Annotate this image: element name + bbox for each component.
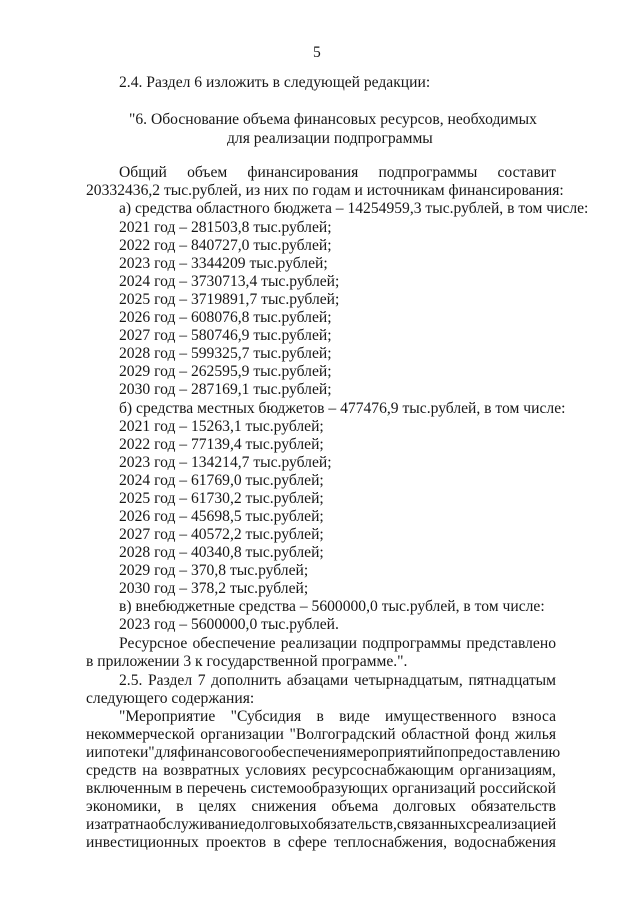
item-2-5-word: 2.5.: [119, 672, 143, 689]
measure-word: долговых: [245, 816, 309, 833]
item-2-5-line-1: [119, 672, 556, 690]
measure-word: реализацией: [473, 816, 557, 833]
regional-budget-header: а) средства областного бюджета – 14254959,3 тыс.рублей, в том числе:: [119, 200, 589, 217]
section-title-line-2: для реализации подпрограммы: [227, 130, 433, 147]
measure-word: для: [154, 744, 178, 761]
measure-word: проектов: [205, 834, 267, 851]
measure-word: жилья: [514, 726, 556, 743]
resource-word: Ресурсное: [119, 635, 188, 652]
regional-year-item: 2022 год – 840727,0 тыс.рублей;: [119, 237, 332, 254]
regional-year-item: 2023 год – 3344209 тыс.рублей;: [119, 255, 328, 272]
measure-word: включенным: [86, 780, 172, 797]
measure-line-8: [86, 834, 556, 852]
local-year-item: 2024 год – 61769,0 тыс.рублей;: [119, 472, 324, 489]
measure-word: обслуживание: [150, 816, 246, 833]
measure-word: обязательств: [471, 798, 556, 815]
extrabudget-year-item: 2023 год – 5600000,0 тыс.рублей.: [119, 616, 339, 633]
page-number: 5: [313, 44, 321, 61]
local-year-item: 2023 год – 134214,7 тыс.рублей;: [119, 454, 332, 471]
measure-word: экономики,: [86, 798, 162, 815]
measure-word: организаций: [391, 780, 476, 797]
measure-word: возвратных: [163, 762, 240, 779]
measure-word: водоснабжения: [454, 834, 556, 851]
section-title-line-1: "6. Обоснование объема финансовых ресурсов, необходимых: [129, 111, 537, 128]
measure-line-6: [86, 798, 556, 816]
measure-word: целях: [198, 798, 237, 815]
measure-word: имущественного: [385, 708, 497, 725]
measure-word: "Субсидия: [230, 708, 302, 725]
local-year-item: 2027 год – 40572,2 тыс.рублей;: [119, 526, 324, 543]
item-2-5-word: Раздел: [148, 672, 193, 689]
resource-line-2: в приложении 3 к государственной программе.".: [86, 653, 408, 670]
measure-word: на: [142, 762, 158, 779]
measure-word: снижения: [251, 798, 317, 815]
measure-word: "Волгоградский: [289, 726, 396, 743]
measure-word: областной: [401, 726, 470, 743]
measure-word: системообразующих: [250, 780, 389, 797]
item-2-5-word: абзацами: [286, 672, 349, 689]
regional-year-item: 2021 год – 281503,8 тыс.рублей;: [119, 219, 332, 236]
intro-word: финансирования: [247, 164, 359, 181]
regional-year-item: 2028 год – 599325,7 тыс.рублей;: [119, 345, 332, 362]
extrabudget-header: в) внебюджетные средства – 5600000,0 тыс.рублей, в том числе:: [119, 598, 545, 615]
measure-line-3: [86, 744, 561, 762]
measure-word: некоммерческой: [86, 726, 195, 743]
intro-word: Общий: [119, 164, 167, 181]
intro-word: составит: [497, 164, 556, 181]
measure-word: объема: [331, 798, 379, 815]
measure-line-5: [86, 780, 556, 798]
measure-word: мероприятий: [346, 744, 435, 761]
resource-word: реализации: [280, 635, 357, 652]
measure-word: с: [466, 816, 474, 833]
measure-word: организации: [200, 726, 284, 743]
measure-word: финансового: [177, 744, 264, 761]
intro-word: объем: [187, 164, 228, 181]
measure-word: сфере: [287, 834, 327, 851]
measure-word: обязательств,: [308, 816, 397, 833]
measure-word: инвестиционных: [86, 834, 199, 851]
measure-line-4: [86, 762, 556, 780]
measure-word: долговых: [393, 798, 457, 815]
resource-line-1: [119, 635, 556, 653]
intro-word: подпрограммы: [378, 164, 478, 181]
regional-year-item: 2029 год – 262595,9 тыс.рублей;: [119, 363, 332, 380]
regional-year-item: 2024 год – 3730713,4 тыс.рублей;: [119, 273, 340, 290]
measure-word: обеспечения: [263, 744, 347, 761]
measure-word: в: [273, 834, 281, 851]
regional-year-item: 2026 год – 608076,8 тыс.рублей;: [119, 309, 332, 326]
measure-word: на: [135, 816, 151, 833]
measure-word: взноса: [511, 708, 556, 725]
resource-word: обеспечение: [192, 635, 276, 652]
measure-word: и: [86, 816, 95, 833]
local-budget-header: б) средства местных бюджетов – 477476,9 тыс.рублей, в том числе:: [119, 400, 566, 417]
measure-word: условиях: [245, 762, 307, 779]
measure-word: предоставлению: [450, 744, 561, 761]
regional-year-item: 2025 год – 3719891,7 тыс.рублей;: [119, 291, 340, 308]
measure-word: российской: [479, 780, 556, 797]
measure-word: и: [86, 744, 95, 761]
resource-word: подпрограммы: [362, 635, 462, 652]
measure-line-1: [119, 708, 556, 726]
measure-word: перечень: [186, 780, 247, 797]
item-2-5-word: четырнадцатым,: [353, 672, 463, 689]
measure-word: ресурсоснабжающим: [312, 762, 454, 779]
measure-word: связанных: [396, 816, 467, 833]
measure-word: по: [434, 744, 451, 761]
measure-word: фонд: [475, 726, 510, 743]
local-year-item: 2025 год – 61730,2 тыс.рублей;: [119, 490, 324, 507]
local-year-item: 2028 год – 40340,8 тыс.рублей;: [119, 544, 324, 561]
local-year-item: 2022 год – 77139,4 тыс.рублей;: [119, 436, 324, 453]
resource-word: представлено: [466, 635, 556, 652]
regional-year-item: 2030 год – 287169,1 тыс.рублей;: [119, 381, 332, 398]
local-year-item: 2029 год – 370,8 тыс.рублей;: [119, 562, 309, 579]
intro-line-2: 20332436,2 тыс.рублей, из них по годам и источникам финансирования:: [86, 182, 564, 199]
local-year-item: 2021 год – 15263,1 тыс.рублей;: [119, 418, 324, 435]
measure-word: затрат: [94, 816, 136, 833]
item-2-5-word: дополнить: [211, 672, 282, 689]
measure-line-2: [86, 726, 556, 744]
item-2-4: 2.4. Раздел 6 изложить в следующей редакции:: [119, 74, 431, 91]
measure-word: ипотеки": [94, 744, 155, 761]
measure-line-7: [86, 816, 556, 834]
measure-word: "Мероприятие: [119, 708, 216, 725]
measure-word: средств: [86, 762, 137, 779]
intro-line-1: [119, 164, 556, 182]
item-2-5-line-2: следующего содержания:: [86, 690, 255, 707]
local-year-item: 2030 год – 378,2 тыс.рублей;: [119, 580, 309, 597]
measure-word: в: [175, 780, 183, 797]
regional-year-item: 2027 год – 580746,9 тыс.рублей;: [119, 327, 332, 344]
measure-word: теплоснабжения,: [333, 834, 447, 851]
measure-word: в: [316, 708, 324, 725]
item-2-5-word: 7: [197, 672, 206, 689]
measure-word: виде: [339, 708, 370, 725]
measure-word: в: [176, 798, 184, 815]
local-year-item: 2026 год – 45698,5 тыс.рублей;: [119, 508, 324, 525]
measure-word: организациям,: [459, 762, 556, 779]
item-2-5-word: пятнадцатым: [468, 672, 556, 689]
